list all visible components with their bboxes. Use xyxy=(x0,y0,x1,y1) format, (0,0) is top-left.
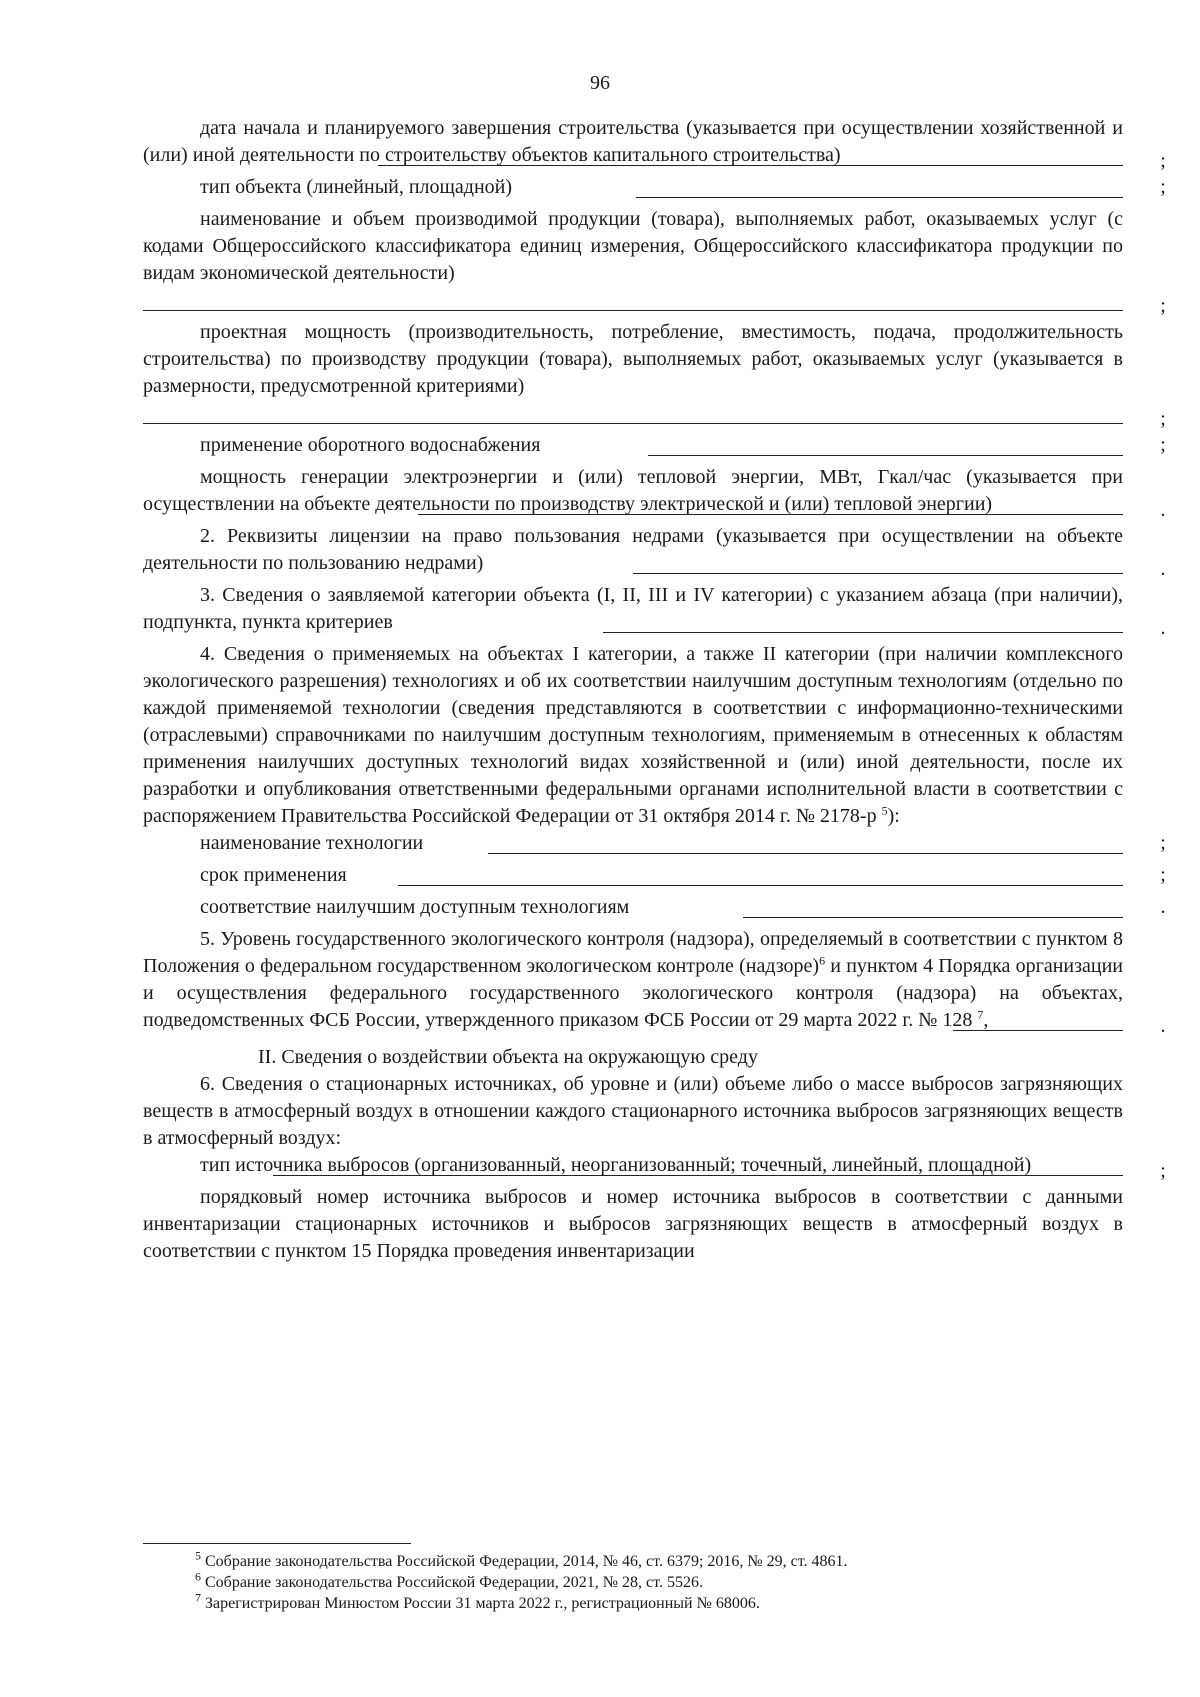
end-mark: ; xyxy=(1160,864,1166,886)
footnote-6 xyxy=(143,1569,1123,1593)
field-label: дата начала и планируемого завершения строительства (указывается при осуществлении хозяйственной и (или) иной деятельности по строительству объектов капитального строительства) xyxy=(143,117,1123,166)
footnotes xyxy=(143,1548,1123,1614)
footnote-text: Собрание законодательства Российской Федерации, 2021, № 28, ст. 5526. xyxy=(205,1574,703,1591)
end-mark: . xyxy=(1160,558,1166,580)
footnote-text: Зарегистрирован Минюстом России 31 марта 2022 г., регистрационный № 68006. xyxy=(205,1595,760,1612)
end-mark: ; xyxy=(1160,832,1166,854)
field-label: проектная мощность (производительность, потребление, вместимость, подача, продолжительность строительства) по производству продукции (товара), выполняемых работ, оказываемых услуг (указывается в размерности, предусмотренной критериями) xyxy=(143,321,1123,397)
document-body xyxy=(143,115,1166,1265)
fill-line xyxy=(603,632,1123,633)
end-mark: . xyxy=(1160,896,1166,918)
field-label: наименование технологии xyxy=(200,832,424,854)
fill-line xyxy=(143,310,1123,311)
footnote-number: 6 xyxy=(195,1569,201,1584)
field-object-type xyxy=(143,174,1166,201)
section-heading-ii: II. Сведения о воздействии объекта на окружающую среду xyxy=(258,1046,758,1068)
end-mark: . xyxy=(1160,617,1166,639)
section-text: 3. Сведения о заявляемой категории объекта (I, II, III и IV категории) с указанием абзаца (при наличии), подпункта, пункта критериев xyxy=(143,584,1123,633)
section-2-license xyxy=(143,523,1166,580)
section-text: 4. Сведения о применяемых на объектах I категории, а также II категории (при наличии комплексного экологического разрешения) технологиях и об их соответствии наилучшим доступным технологиям (отдельно по каждой применяемой технологии (сведения представляются в соответствии с информационно-техническими (отраслевыми) справочниками по наилучшим доступным технологиям, применяемым в отнесенных к областям применения наилучших доступных технологий видах хозяйственной и (или) иной деятельности, после их разработки и опубликования ответственными федеральными органами исполнительной власти в соответствии с распоряжением Правительства Российской Федерации от 31 октября 2014 г. № 2178-р xyxy=(143,643,1123,827)
footnote-text: Собрание законодательства Российской Федерации, 2014, № 46, ст. 6379; 2016, № 29, ст. 4861. xyxy=(205,1553,848,1570)
fill-line xyxy=(953,1030,1123,1031)
section-text: 5. Уровень государственного экологического контроля (надзора), определяемый в соответствии с пунктом 8 Положения о федеральном государственном экологическом контроле (надзоре) xyxy=(143,928,1123,977)
section-3-category xyxy=(143,582,1166,639)
field-label: мощность генерации электроэнергии и (или) тепловой энергии, МВт, Гкал/час (указывается при осуществлении на объекте деятельности по производству электрической и (или) тепловой энергии) xyxy=(143,466,1123,515)
end-mark: ; xyxy=(1160,408,1166,430)
footnote-5 xyxy=(143,1548,1123,1572)
fill-line xyxy=(636,197,1123,198)
field-source-number xyxy=(143,1184,1123,1265)
section-text: 2. Реквизиты лицензии на право пользования недрами (указывается при осуществлении на объекте деятельности по пользованию недрами) xyxy=(143,525,1123,574)
section-text-end: , xyxy=(983,1009,989,1031)
fill-line xyxy=(143,423,1123,424)
footnote-ref-7: 7 xyxy=(977,1007,984,1022)
section-4-technologies xyxy=(143,641,1123,830)
footnote-number: 7 xyxy=(195,1590,201,1605)
fill-line xyxy=(648,455,1123,456)
field-source-type xyxy=(143,1152,1166,1182)
page-number: 96 xyxy=(590,72,610,94)
field-application-period xyxy=(143,862,1166,889)
field-label: тип объекта (линейный, площадной) xyxy=(200,176,513,198)
field-water-recycling xyxy=(143,432,1166,459)
footnote-ref-6: 6 xyxy=(819,953,826,968)
field-bat-compliance xyxy=(143,894,1166,921)
fill-line xyxy=(418,514,1123,515)
footnote-ref-5: 5 xyxy=(881,803,888,818)
field-design-capacity xyxy=(143,319,1166,430)
fill-line xyxy=(398,885,1123,886)
field-products xyxy=(143,206,1166,317)
field-label: соответствие наилучшим доступным технологиям xyxy=(200,896,630,918)
footnote-number: 5 xyxy=(195,1548,201,1563)
field-label: применение оборотного водоснабжения xyxy=(200,434,541,456)
end-mark: ; xyxy=(1160,434,1166,456)
field-label: наименование и объем производимой продукции (товара), выполняемых работ, оказываемых услуг (с кодами Общероссийского классификатора единиц измерения, Общероссийского классификатора продукции по видам экономической деятельности) xyxy=(143,208,1123,284)
fill-line xyxy=(633,573,1123,574)
section-5-control-level xyxy=(143,926,1166,1037)
field-label: тип источника выбросов (организованный, неорганизованный; точечный, линейный, площадной) xyxy=(200,1154,1032,1176)
section-text-cont: и пунктом 4 Порядка организации и осуществления федерального государственного экологического контроля (надзора) на объектах, подведомственных ФСБ России, утвержденного приказом ФСБ России от 29 марта 2022 г. № 128 xyxy=(143,955,1123,1031)
field-label: срок применения xyxy=(200,864,347,886)
field-label: порядковый номер источника выбросов и номер источника выбросов в соответствии с данными инвентаризации стационарных источников и выбросов загрязняющих веществ в атмосферный воздух в соответствии с пунктом 15 Порядка проведения инвентаризации xyxy=(143,1186,1123,1262)
footnote-separator xyxy=(143,1543,411,1544)
fill-line xyxy=(743,917,1123,918)
fill-line xyxy=(273,1175,1123,1176)
section-text-end: ): xyxy=(887,805,900,827)
end-mark: ; xyxy=(1160,295,1166,317)
end-mark: ; xyxy=(1160,1160,1166,1182)
end-mark: . xyxy=(1160,499,1166,521)
field-generation-capacity xyxy=(143,464,1166,521)
end-mark: ; xyxy=(1160,176,1166,198)
section-6-emission-sources xyxy=(143,1071,1123,1152)
footnote-7 xyxy=(143,1590,1123,1614)
field-construction-dates xyxy=(143,115,1166,172)
end-mark: ; xyxy=(1160,150,1166,172)
field-technology-name xyxy=(143,830,1166,857)
fill-line xyxy=(378,165,1123,166)
fill-line xyxy=(488,853,1123,854)
section-text: 6. Сведения о стационарных источниках, об уровне и (или) объеме либо о массе выбросов загрязняющих веществ в атмосферный воздух в отношении каждого стационарного источника выбросов загрязняющих веществ в атмосферный воздух: xyxy=(143,1073,1123,1149)
end-mark: . xyxy=(1160,1015,1166,1037)
